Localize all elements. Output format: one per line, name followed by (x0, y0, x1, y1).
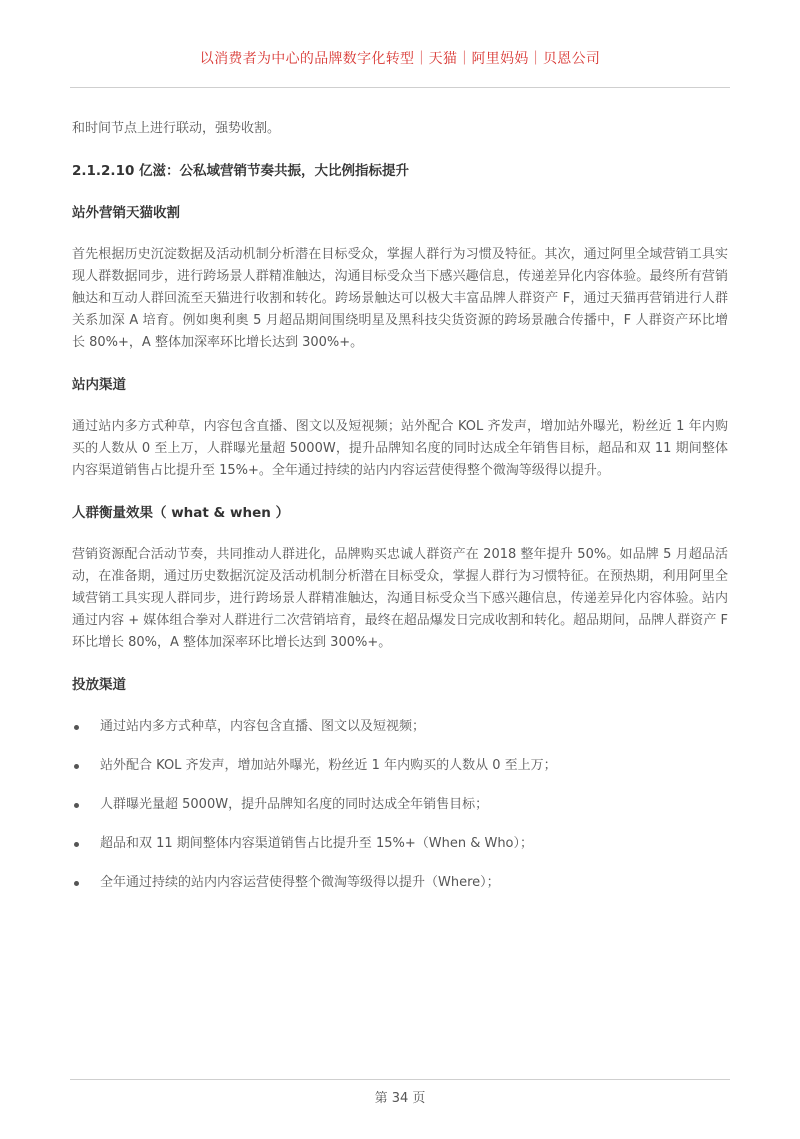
intro-paragraph: 和时间节点上进行联动，强势收割。 (72, 121, 281, 136)
bullet-icon (74, 881, 79, 886)
subheading-onsite-channel: 站内渠道 (72, 377, 126, 393)
section-heading: 2.1.2.10 亿滋：公私域营销节奏共振，大比例指标提升 (72, 163, 410, 179)
page-header: 以消费者为中心的品牌数字化转型｜天猫｜阿里妈妈｜贝恩公司 (199, 51, 601, 67)
paragraph-audience-measure: 营销资源配合活动节奏，共同推动人群进化，品牌购买忠诚人群资产在 2018 整年提升 50%。如品牌 5 月超品活动，在准备期，通过历史数据沉淀及活动机制分析潜在目标受众，掌握人群行为习惯特征。在预热期，利用阿里全域营销工具实现人群同步，进行跨场景人群精准触达，沟通目标受众当下感兴趣信息，传递差异化内容体验。站内通过内容 + 媒体组合拳对人群进行二次营销培育，最终在超品爆发日完成收割和转化。超品期间，品牌人群资产 F 环比增长 80%，A 整体加深率环比增长达到 300%+。 (72, 547, 728, 650)
page-number: 第 34 页 (374, 1091, 426, 1106)
list-item: 通过站内多方式种草，内容包含直播、图文以及短视频； (72, 716, 728, 738)
document-body (72, 118, 728, 911)
subheading-audience-measure: 人群衡量效果（ what & when ） (72, 505, 290, 521)
bullet-icon (74, 725, 79, 730)
footer-divider (70, 1079, 730, 1080)
paragraph-onsite-channel: 通过站内多方式种草，内容包含直播、图文以及短视频；站外配合 KOL 齐发声，增加站外曝光，粉丝近 1 年内购买的人数从 0 至上万，人群曝光量超 5000W，提升品牌知名度的同时达成全年销售目标，超品和双 11 期间整体内容渠道销售占比提升至 15%+。全年通过持续的站内内容运营使得整个微淘等级得以提升。 (72, 419, 728, 478)
subheading-delivery-channel: 投放渠道 (72, 677, 126, 693)
paragraph-offsite-marketing: 首先根据历史沉淀数据及活动机制分析潜在目标受众，掌握人群行为习惯及特征。其次，通过阿里全域营销工具实现人群数据同步，进行跨场景人群精准触达，沟通目标受众当下感兴趣信息，传递差异化内容体验。最终所有营销触达和互动人群回流至天猫进行收割和转化。跨场景触达可以极大丰富品牌人群资产 F，通过天猫再营销进行人群关系加深 A 培育。例如奥利奥 5 月超品期间围绕明星及黑科技尖货资源的跨场景融合传播中，F 人群资产环比增长 80%+，A 整体加深率环比增长达到 300%+。 (72, 247, 728, 350)
list-item: 超品和双 11 期间整体内容渠道销售占比提升至 15%+（When & Who）； (72, 833, 728, 855)
list-item: 站外配合 KOL 齐发声，增加站外曝光，粉丝近 1 年内购买的人数从 0 至上万； (72, 755, 728, 777)
list-item: 全年通过持续的站内内容运营使得整个微淘等级得以提升（Where）； (72, 872, 728, 894)
bullet-list (72, 716, 728, 894)
header-divider (70, 87, 730, 88)
bullet-icon (74, 764, 79, 769)
bullet-icon (74, 842, 79, 847)
bullet-icon (74, 803, 79, 808)
list-item: 人群曝光量超 5000W，提升品牌知名度的同时达成全年销售目标； (72, 794, 728, 816)
subheading-offsite-marketing: 站外营销天猫收割 (72, 205, 180, 221)
